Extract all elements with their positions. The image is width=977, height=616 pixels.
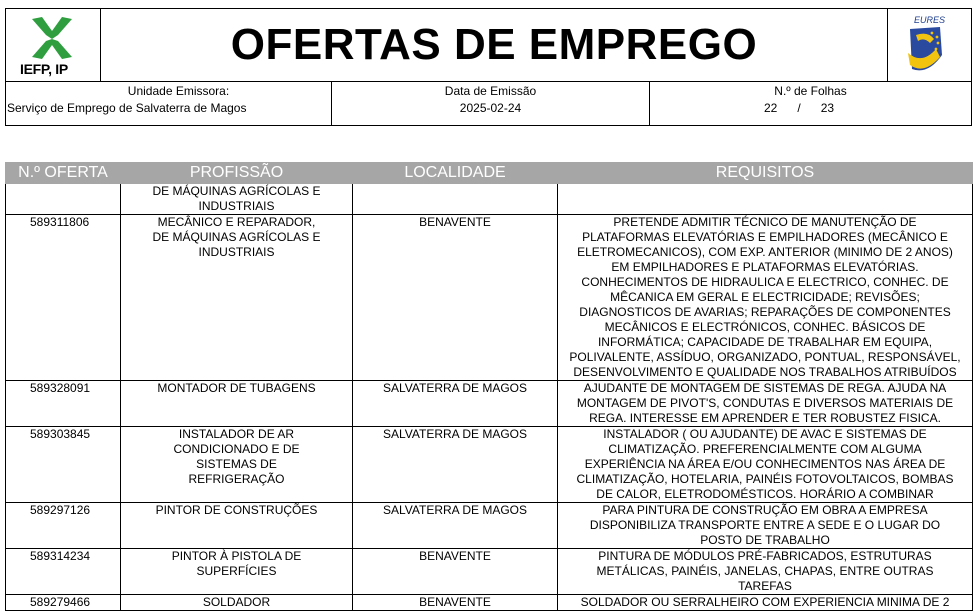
offer-code: 589297126: [6, 503, 121, 549]
table-row: [6, 549, 973, 595]
offer-code: 589314234: [6, 549, 121, 595]
folhas-label: N.º de Folhas: [774, 84, 847, 98]
folhas-value: 22 / 23: [764, 101, 835, 115]
document-header: [5, 8, 972, 126]
offer-code: 589303845: [6, 427, 121, 503]
folhas-cell: [650, 82, 971, 126]
col-header-oferta: N.º OFERTA: [6, 163, 121, 184]
offer-code: 589279466: [6, 595, 121, 611]
emission-info-row: [6, 81, 971, 125]
unidade-label: Unidade Emissora:: [127, 84, 230, 98]
offer-profession: PINTOR DE CONSTRUÇÕES: [121, 503, 353, 549]
table-row: [6, 595, 973, 611]
table-row: [6, 427, 973, 503]
logo-text: IEFP, IP: [20, 61, 68, 77]
col-header-profissao: PROFISSÃO: [121, 163, 353, 184]
offer-code: 589311806: [6, 215, 121, 381]
unidade-value: Serviço de Emprego de Salvaterra de Magos: [7, 101, 247, 115]
table-row: [6, 503, 973, 549]
offer-profession: MONTADOR DE TUBAGENS: [121, 381, 353, 427]
iefp-logo-icon: [28, 15, 76, 61]
offer-location: [353, 184, 558, 215]
data-cell: [332, 82, 650, 126]
offer-location: SALVATERRA DE MAGOS: [353, 503, 558, 549]
table-row: [6, 381, 973, 427]
col-header-localidade: LOCALIDADE: [353, 163, 558, 184]
table-row: [6, 215, 973, 381]
offer-requirements: [558, 184, 973, 215]
offer-profession: INSTALADOR DE AR CONDICIONADO E DE SISTEMAS DE REFRIGERAÇÃO: [121, 427, 353, 503]
eures-label: EURES: [914, 15, 946, 25]
eures-logo: [887, 9, 971, 81]
page-title: OFERTAS DE EMPREGO: [230, 20, 758, 69]
offer-requirements: PARA PINTURA DE CONSTRUÇÃO EM OBRA A EMPRESA DISPONIBILIZA TRANSPORTE ENTRE A SEDE E O LUGAR DO POSTO DE TRABALHO: [558, 503, 973, 549]
data-label: Data de Emissão: [444, 84, 537, 98]
offer-location: SALVATERRA DE MAGOS: [353, 381, 558, 427]
offer-requirements: INSTALADOR ( OU AJUDANTE) DE AVAC E SISTEMAS DE CLIMATIZAÇÃO. PREFERENCIALMENTE COM ALGUMA EXPERIÊNCIA NA ÁREA E/OU CONHECIMENTOS NAS ÁREA DE CLIMATIZAÇÃO, HOTELARIA, PAINÉIS FOTOVOLTAICOS, BOMBAS DE CALOR, ELETRODOMÉSTICOS. HORÁRIO A COMBINAR: [558, 427, 973, 503]
eures-logo-icon: [888, 9, 972, 81]
offer-code: 589328091: [6, 381, 121, 427]
job-offers-table: [5, 162, 973, 611]
title-cell: [101, 9, 887, 81]
offer-requirements: SOLDADOR OU SERRALHEIRO COM EXPERIENCIA MINIMA DE 2: [558, 595, 973, 611]
offer-location: BENAVENTE: [353, 549, 558, 595]
table-header-row: [6, 163, 973, 184]
offer-code: [6, 184, 121, 215]
unidade-cell: [6, 82, 332, 126]
data-value: 2025-02-24: [459, 101, 522, 115]
offer-profession: PINTOR À PISTOLA DE SUPERFÍCIES: [121, 549, 353, 595]
offer-requirements: AJUDANTE DE MONTAGEM DE SISTEMAS DE REGA. AJUDA NA MONTAGEM DE PIVOT'S, CONDUTAS E DIVERSOS MATERIAIS DE REGA. INTERESSE EM APRENDER E TER ROBUSTEZ FISICA.: [558, 381, 973, 427]
offer-location: BENAVENTE: [353, 215, 558, 381]
table-row: [6, 184, 973, 215]
offer-profession: MECÂNICO E REPARADOR, DE MÁQUINAS AGRÍCOLAS E INDUSTRIAIS: [121, 215, 353, 381]
offer-profession: SOLDADOR: [121, 595, 353, 611]
col-header-requisitos: REQUISITOS: [558, 163, 973, 184]
offer-requirements: PRETENDE ADMITIR TÉCNICO DE MANUTENÇÃO DE PLATAFORMAS ELEVATÓRIAS E EMPILHADORES (MECÂNICO E ELETROMECANICOS), COM EXP. ANTERIOR (MINIMO DE 2 ANOS) EM EMPILHADORES E PLATAFORMAS ELEVATÓRIAS. CONHECIMENTOS DE HIDRAULICA E ELECTRICO, CONHEC. DE MÊCANICA EM GERAL E ELECTRICIDADE; REVISÕES; DIAGNOSTICOS DE AVARIAS; REPARAÇÕES DE COMPONENTES MECÂNICOS E ELECTRÓNICOS, CONHEC. BÁSICOS DE INFORMÁTICA; CAPACIDADE DE TRABALHAR EM EQUIPA, POLIVALENTE, ASSÍDUO, ORGANIZADO, PONTUAL, RESPONSÁVEL, DESENVOLVIMENTO E QUALIDADE NOS TRABALHOS ATRIBUÍDOS: [558, 215, 973, 381]
offer-location: SALVATERRA DE MAGOS: [353, 427, 558, 503]
offer-profession: DE MÁQUINAS AGRÍCOLAS E INDUSTRIAIS: [121, 184, 353, 215]
offer-requirements: PINTURA DE MÓDULOS PRÉ-FABRICADOS, ESTRUTURAS METÁLICAS, PAINÉIS, JANELAS, CHAPAS, ENTRE OUTRAS TAREFAS: [558, 549, 973, 595]
offer-location: BENAVENTE: [353, 595, 558, 611]
iefp-logo: [6, 9, 101, 81]
